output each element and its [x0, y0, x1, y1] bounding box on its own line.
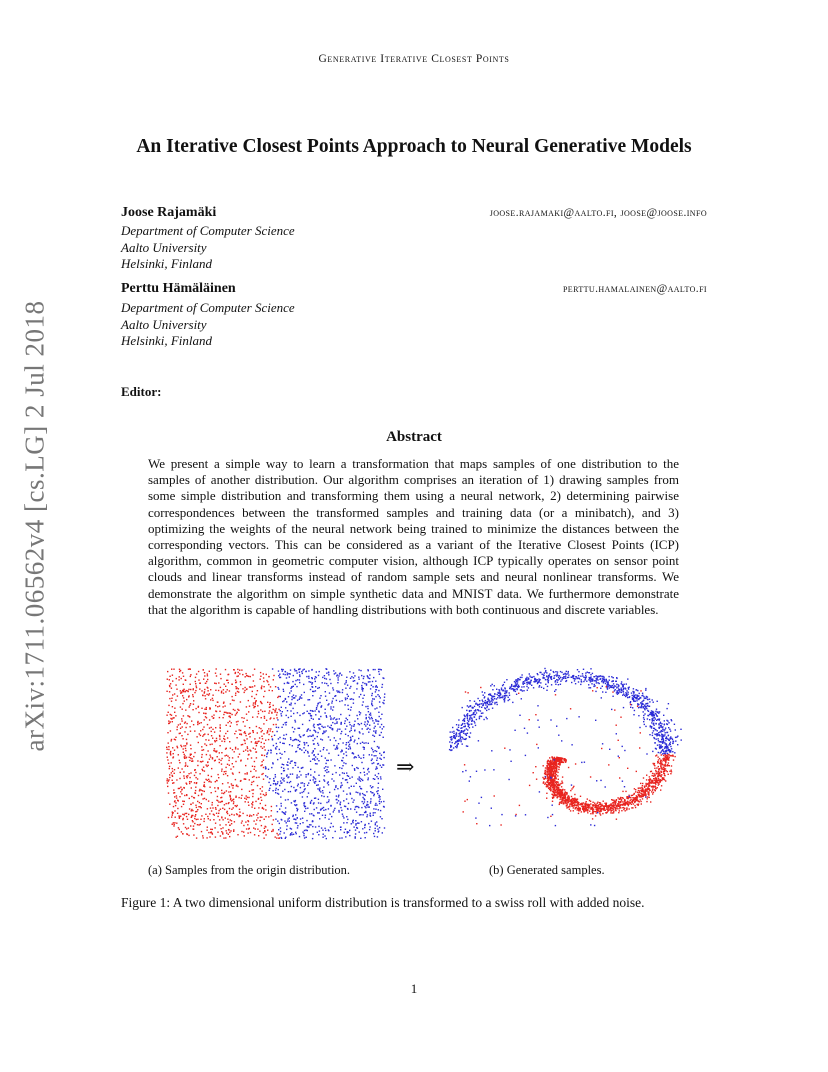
scatter-plot-origin	[166, 668, 386, 840]
author-affiliation	[121, 300, 295, 350]
arxiv-identifier: arXiv:1711.06562v4 [cs.LG] 2 Jul 2018	[19, 300, 50, 752]
scatter-plot-generated	[447, 666, 685, 842]
author-name: Joose Rajamäki	[121, 205, 217, 220]
author-name: Perttu Hämäläinen	[121, 281, 236, 296]
affiliation-line: Department of Computer Science	[121, 300, 295, 315]
running-head: Generative Iterative Closest Points	[318, 53, 510, 65]
author-email: perttu.hamalainen@aalto.fi	[562, 283, 707, 295]
author-email: joose.rajamaki@aalto.fi, joose@joose.info	[489, 207, 707, 219]
author-affiliation	[121, 223, 295, 273]
affiliation-line: Department of Computer Science	[121, 223, 295, 238]
subcaption-b: (b) Generated samples.	[489, 863, 605, 877]
arrow-icon: ⇒	[396, 754, 415, 779]
abstract-heading: Abstract	[386, 429, 442, 445]
affiliation-line: Aalto University	[121, 316, 207, 332]
affiliation-line: Helsinki, Finland	[121, 256, 212, 271]
figure-caption: Figure 1: A two dimensional uniform distribution is transformed to a swiss roll with added noise.	[121, 895, 645, 910]
subcaption-a: (a) Samples from the origin distribution.	[148, 863, 351, 877]
affiliation-line: Aalto University	[121, 239, 207, 255]
paper-title: An Iterative Closest Points Approach to Neural Generative Models	[136, 136, 692, 157]
editor-label: Editor:	[121, 384, 162, 399]
affiliation-line: Helsinki, Finland	[121, 333, 212, 348]
abstract-body: We present a simple way to learn a transformation that maps samples of one distribution to the samples of another distribution. Our algorithm comprises an iteration of 1) drawing samples from some simple distribution and transforming them using a neural network, 2) determining pairwise correspondences between the transformed samples and training data (or a minibatch), and 3) optimizing the weights of the neural network being trained to minimize the distances between the corresponding vectors. This can be considered as a variant of the Iterative Closest Points (ICP) algorithm, common in geometric computer vision, although ICP typically operates on sensor point clouds and linear transforms instead of random sample sets and neural nonlinear transforms. We demonstrate the algorithm on simple synthetic data and MNIST data. We furthermore demonstrate that the algorithm is capable of handling distributions with both continuous and discrete variables.	[148, 456, 679, 617]
page-number: 1	[410, 981, 418, 996]
